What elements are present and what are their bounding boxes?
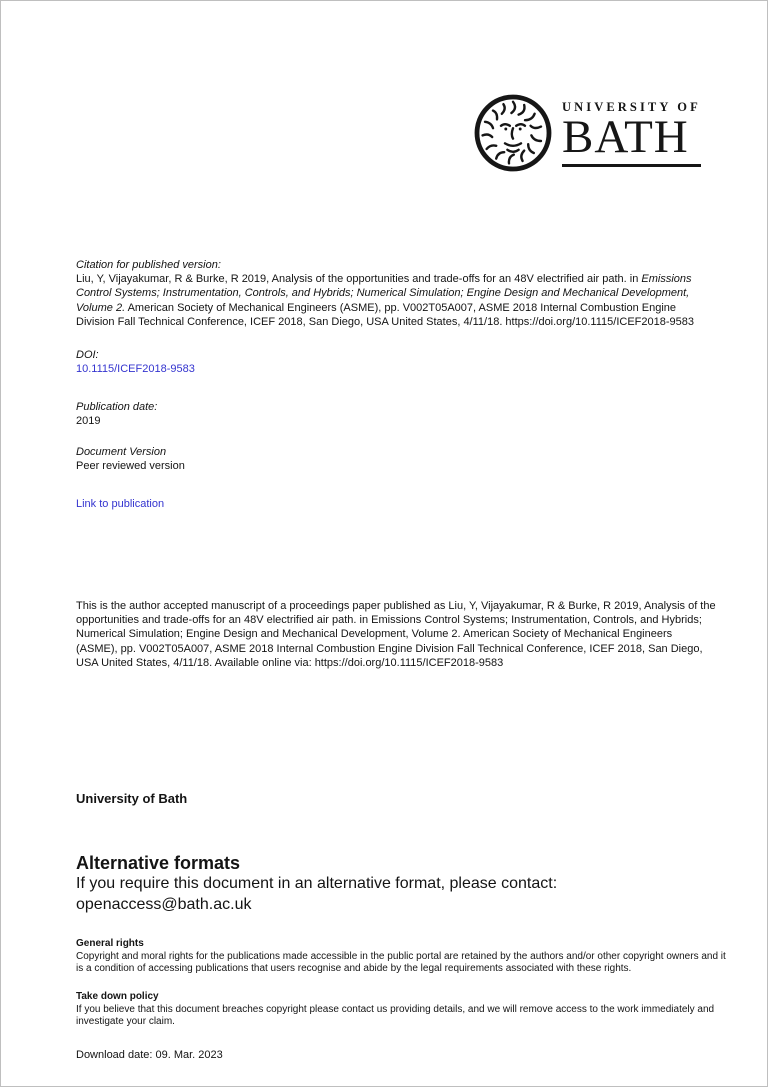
citation-part3: American Society of Mechanical Engineers (ASME), pp. V002T05A007, ASME 2018 Internal Combustion Engine Division Fall Technical Conference, ICEF 2018, San Diego, USA United States, 4/11/18. https://doi.org/10.1115/ICEF2018-9583 — [76, 301, 694, 328]
citation-heading: Citation for published version: — [76, 259, 221, 271]
doi-section — [76, 348, 708, 376]
alternative-formats-section — [76, 853, 716, 915]
bath-crest-icon — [473, 93, 553, 173]
university-of-bath-logo — [473, 93, 701, 173]
citation-section — [76, 258, 708, 329]
accepted-manuscript-note: This is the author accepted manuscript of a proceedings paper published as Liu, Y, Vijayakumar, R & Burke, R 2019, Analysis of the opportunities and trade-offs for an 48V electrified air path. in Emissions Control Systems; Instrumentation, Controls, and Hybrids; Numerical Simulation; Engine Design and Mechanical Development, Volume 2. American Society of Mechanical Engineers (ASME), pp. V002T05A007, ASME 2018 Internal Combustion Engine Division Fall Technical Conference, ICEF 2018, San Diego, USA United States, 4/11/18. Available online via: https://doi.org/10.1115/ICEF2018-9583 — [76, 600, 716, 669]
logo-bath-text: BATH — [562, 111, 689, 163]
citation-part1: Liu, Y, Vijayakumar, R & Burke, R 2019, Analysis of the opportunities and trade-offs for an 48V electrified air path. in — [76, 273, 642, 286]
doi-link[interactable]: 10.1115/ICEF2018-9583 — [76, 363, 195, 376]
document-version-label: Document Version — [76, 446, 167, 458]
general-rights-heading: General rights — [76, 938, 144, 949]
openaccess-email: openaccess@bath.ac.uk — [76, 895, 252, 913]
publication-date-section — [76, 400, 708, 428]
university-heading: University of Bath — [76, 791, 188, 806]
citation-book-title: Emissions Control Systems; Instrumentation, Controls, and Hybrids; Numerical Simulation; Engine Design and Mechanical Development, Volume 2. — [76, 273, 692, 314]
take-down-policy-section — [76, 991, 726, 1029]
download-date: Download date: 09. Mar. 2023 — [76, 1049, 223, 1061]
citation-text — [76, 272, 708, 329]
document-version-section — [76, 445, 708, 473]
take-down-policy-body: If you believe that this document breaches copyright please contact us providing details, and we will remove access to the work immediately and investigate your claim. — [76, 1003, 715, 1027]
alternative-formats-heading: Alternative formats — [76, 853, 241, 873]
logo-university-of-text: UNIVERSITY OF — [562, 100, 701, 114]
link-to-publication[interactable]: Link to publication — [76, 498, 165, 510]
general-rights-section — [76, 938, 726, 976]
doi-label: DOI: — [76, 349, 99, 361]
take-down-policy-heading: Take down policy — [76, 991, 159, 1002]
publication-date-value: 2019 — [76, 415, 101, 428]
alternative-formats-line: If you require this document in an alternative format, please contact: — [76, 875, 558, 892]
document-version-value: Peer reviewed version — [76, 460, 185, 473]
publication-date-label: Publication date: — [76, 401, 158, 413]
general-rights-body: Copyright and moral rights for the publications made accessible in the public portal are retained by the authors and/or other copyright owners and it is a condition of accessing publications that users recognise and abide by the legal requirements associated with these rights. — [76, 950, 726, 974]
logo-wordmark — [562, 100, 701, 167]
logo-underline — [562, 164, 701, 167]
